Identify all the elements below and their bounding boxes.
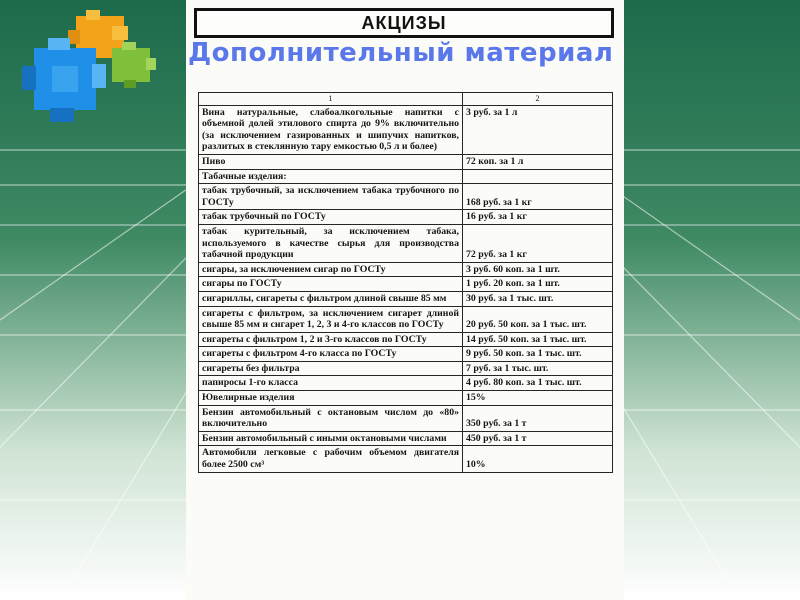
table-header-row [199, 93, 613, 106]
item-name: табак трубочный, за исключением табака трубочного по ГОСТу [199, 184, 463, 210]
item-name: папиросы 1-го класса [199, 376, 463, 391]
item-name: Автомобили легковые с рабочим объемом двигателя более 2500 см³ [199, 446, 463, 472]
item-rate: 4 руб. 80 коп. за 1 тыс. шт. [463, 376, 613, 391]
green-cube-icon [112, 42, 156, 88]
table-row [199, 291, 613, 306]
item-name: Ювелирные изделия [199, 391, 463, 406]
table-row [199, 347, 613, 362]
column-number: 2 [463, 93, 613, 106]
item-rate: 10% [463, 446, 613, 472]
table-row [199, 446, 613, 472]
table-row [199, 154, 613, 169]
overlay-title: Дополнительный материал [188, 38, 614, 68]
table-row [199, 277, 613, 292]
item-rate: 72 коп. за 1 л [463, 154, 613, 169]
item-rate: 1 руб. 20 коп. за 1 шт. [463, 277, 613, 292]
item-name: сигареты без фильтра [199, 361, 463, 376]
table-row [199, 391, 613, 406]
item-rate [463, 169, 613, 184]
table-row [199, 376, 613, 391]
item-rate: 3 руб. за 1 л [463, 105, 613, 154]
item-name: сигары, за исключением сигар по ГОСТу [199, 262, 463, 277]
item-name: сигариллы, сигареты с фильтром длиной свыше 85 мм [199, 291, 463, 306]
item-name: Вина натуральные, слабоалкогольные напитки с объемной долей этилового спирта до 9% включительно (за исключением газированных и шипучих напитков, разлитых в стеклянную тару емкостью 0,5 л и более) [199, 105, 463, 154]
puzzle-cubes-logo [8, 8, 168, 138]
item-rate: 350 руб. за 1 т [463, 405, 613, 431]
item-rate: 15% [463, 391, 613, 406]
excise-table [198, 92, 613, 473]
table-row [199, 169, 613, 184]
item-rate: 30 руб. за 1 тыс. шт. [463, 291, 613, 306]
item-rate: 20 руб. 50 коп. за 1 тыс. шт. [463, 306, 613, 332]
table-row [199, 431, 613, 446]
column-number: 1 [199, 93, 463, 106]
item-name: Бензин автомобильный с октановым числом до «80» включительно [199, 405, 463, 431]
table-row [199, 361, 613, 376]
table-row [199, 224, 613, 262]
item-rate: 168 руб. за 1 кг [463, 184, 613, 210]
item-rate: 450 руб. за 1 т [463, 431, 613, 446]
document-page [186, 0, 624, 600]
table-row [199, 184, 613, 210]
item-rate: 14 руб. 50 коп. за 1 тыс. шт. [463, 332, 613, 347]
table-row [199, 210, 613, 225]
item-name: сигары по ГОСТу [199, 277, 463, 292]
item-name: сигареты с фильтром 1, 2 и 3-го классов по ГОСТу [199, 332, 463, 347]
blue-cube-icon [22, 38, 106, 122]
item-rate: 9 руб. 50 коп. за 1 тыс. шт. [463, 347, 613, 362]
item-rate: 16 руб. за 1 кг [463, 210, 613, 225]
item-name: сигареты с фильтром, за исключением сигарет длиной свыше 85 мм и сигарет 1, 2, 3 и 4-го классов по ГОСТу [199, 306, 463, 332]
table-row [199, 405, 613, 431]
table-row [199, 262, 613, 277]
item-name: Табачные изделия: [199, 169, 463, 184]
item-name: табак трубочный по ГОСТу [199, 210, 463, 225]
item-rate: 3 руб. 60 коп. за 1 шт. [463, 262, 613, 277]
item-name: сигареты с фильтром 4-го класса по ГОСТу [199, 347, 463, 362]
item-name: Бензин автомобильный с иными октановыми числами [199, 431, 463, 446]
item-rate: 72 руб. за 1 кг [463, 224, 613, 262]
item-rate: 7 руб. за 1 тыс. шт. [463, 361, 613, 376]
document-title: АКЦИЗЫ [194, 8, 614, 38]
table-row [199, 332, 613, 347]
item-name: Пиво [199, 154, 463, 169]
item-name: табак курительный, за исключением табака, используемого в качестве сырья для производства табачной продукции [199, 224, 463, 262]
table-row [199, 105, 613, 154]
table-row [199, 306, 613, 332]
